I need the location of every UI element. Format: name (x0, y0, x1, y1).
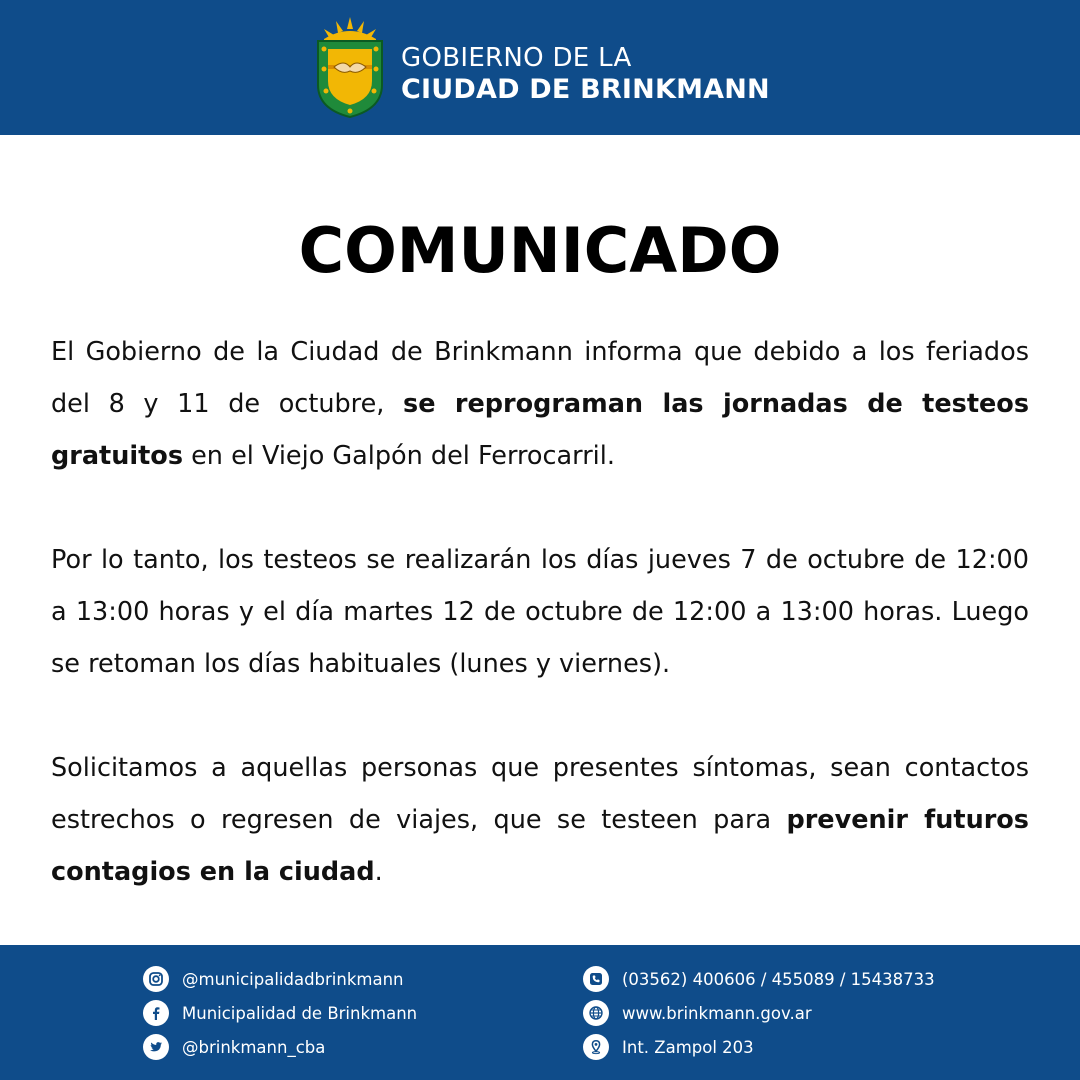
facebook-page: Municipalidad de Brinkmann (182, 1003, 418, 1023)
footer-twitter[interactable] (143, 1034, 325, 1060)
facebook-icon (143, 1000, 169, 1026)
twitter-icon (143, 1034, 169, 1060)
page-title: COMUNICADO (298, 214, 782, 287)
paragraph-schedule: Por lo tanto, los testeos se realizarán los días jueves 7 de octubre de 12:00 a 13:00 horas y el día martes 12 de octubre de 12:00 a 13:00 horas. Luego se retoman los días habituales (lunes y viernes). (51, 545, 1029, 679)
instagram-icon (143, 966, 169, 992)
footer-contact-bar (0, 945, 1080, 1080)
government-brand (401, 43, 770, 106)
footer-website[interactable] (583, 1000, 812, 1026)
location-pin-icon (583, 1034, 609, 1060)
twitter-handle: @brinkmann_cba (182, 1037, 326, 1057)
header-banner (0, 0, 1080, 135)
street-address: Int. Zampol 203 (622, 1037, 754, 1057)
paragraph-1-highlight: se reprograman las jornadas de testeos gratuitos (51, 389, 1029, 471)
footer-address (583, 1034, 754, 1060)
city-crest-logo (314, 17, 386, 119)
footer-instagram[interactable] (143, 966, 404, 992)
paragraph-3-text-c: . (374, 857, 383, 887)
paragraph-1-text-a: El Gobierno de la Ciudad de Brinkmann informa que debido a los feriados del 8 y 11 de octubre, (51, 337, 1029, 419)
website-url: www.brinkmann.gov.ar (622, 1003, 812, 1023)
phone-numbers: (03562) 400606 / 455089 / 15438733 (622, 969, 935, 989)
paragraph-3-text-a: Solicitamos a aquellas personas que presentes síntomas, sean contactos estrechos o regresen de viajes, que se testeen para (51, 753, 1029, 835)
instagram-handle: @municipalidadbrinkmann (182, 969, 404, 989)
footer-facebook[interactable] (143, 1000, 417, 1026)
phone-icon (583, 966, 609, 992)
paragraph-request (51, 742, 1029, 898)
brand-line2: CIUDAD DE BRINKMANN (401, 73, 770, 105)
globe-icon (583, 1000, 609, 1026)
paragraph-rescheduling (51, 326, 1029, 482)
footer-phone[interactable] (583, 966, 935, 992)
paragraph-1-text-c: en el Viejo Galpón del Ferrocarril. (183, 441, 615, 471)
announcement-body (51, 326, 1029, 898)
paragraph-3-highlight: prevenir futuros contagios en la ciudad (51, 805, 1029, 887)
brand-line1: GOBIERNO DE LA (401, 43, 632, 73)
